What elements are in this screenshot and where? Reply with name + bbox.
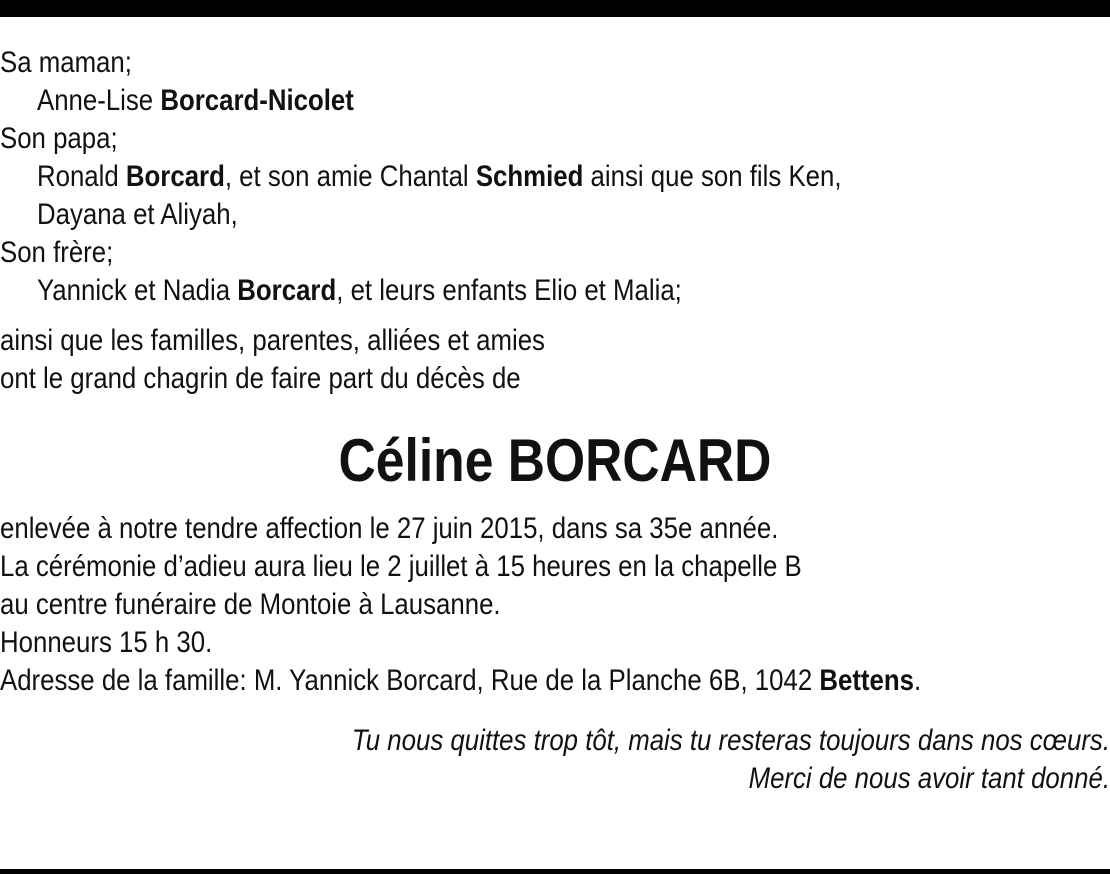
- deceased-name: Céline BORCARD: [338, 427, 772, 494]
- father-surname: Borcard: [125, 160, 225, 193]
- announcement-line-1: ainsi que les familles, parentes, alliées et amies: [0, 324, 545, 357]
- announcement-line-2: ont le grand chagrin de faire part du décès de: [0, 362, 521, 395]
- father-line: [0, 158, 1110, 196]
- brother-surname: Borcard: [237, 274, 337, 307]
- father-label: Son papa;: [0, 122, 118, 155]
- top-rule: [0, 0, 1110, 17]
- brother-label: Son frère;: [0, 236, 114, 269]
- address-end: .: [913, 664, 922, 697]
- mother-surname: Borcard-Nicolet: [160, 84, 354, 117]
- address-city: Bettens: [819, 664, 914, 697]
- partner-surname: Schmied: [475, 160, 584, 193]
- mother-line: [0, 82, 1110, 120]
- mother-label: Sa maman;: [0, 46, 132, 79]
- details-line-2: La cérémonie d’adieu aura lieu le 2 juillet à 15 heures en la chapelle B: [0, 550, 802, 583]
- details-line-4: Honneurs 15 h 30.: [0, 626, 213, 659]
- father-line-2: Dayana et Aliyah,: [36, 198, 238, 231]
- brother-line: [0, 272, 1110, 310]
- details-line-3: au centre funéraire de Montoie à Lausanne.: [0, 588, 501, 621]
- family-address: [0, 662, 1107, 700]
- father-mid-text: , et son amie Chantal: [224, 160, 476, 193]
- closing-line-2: Merci de nous avoir tant donné.: [748, 762, 1110, 795]
- closing-line-1: Tu nous quittes trop tôt, mais tu resteras toujours dans nos cœurs.: [351, 724, 1110, 757]
- mother-given-name: Anne-Lise: [36, 84, 161, 117]
- brother-tail-text: , et leurs enfants Elio et Malia;: [336, 274, 682, 307]
- father-given-name: Ronald: [36, 160, 126, 193]
- details-line-1: enlevée à notre tendre affection le 27 juin 2015, dans sa 35e année.: [0, 512, 779, 545]
- address-prefix: Adresse de la famille: M. Yannick Borcard, Rue de la Planche 6B, 1042: [0, 664, 820, 697]
- bottom-rule: [0, 869, 1110, 874]
- brother-given-names: Yannick et Nadia: [36, 274, 238, 307]
- obituary-notice: [0, 44, 1110, 798]
- father-tail-text: ainsi que son fils Ken,: [583, 160, 842, 193]
